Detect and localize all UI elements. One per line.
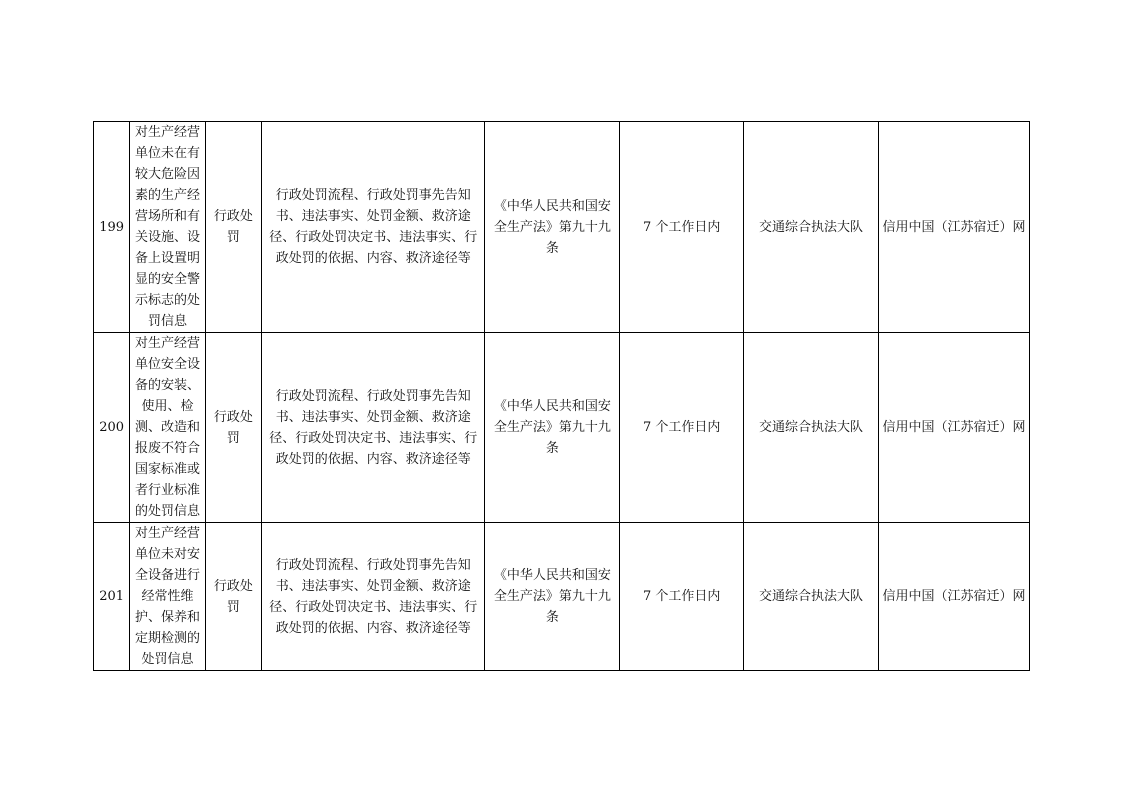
category: 行政处罚 [205, 523, 261, 671]
disclosure-content: 行政处罚流程、行政处罚事先告知书、违法事实、处罚金额、救济途径、行政处罚决定书、违法事实、行政处罚的依据、内容、救济途径等 [262, 122, 485, 333]
disclosure-content: 行政处罚流程、行政处罚事先告知书、违法事实、处罚金额、救济途径、行政处罚决定书、违法事实、行政处罚的依据、内容、救济途径等 [262, 333, 485, 523]
row-number: 200 [94, 333, 130, 523]
disclosure-table [93, 121, 1030, 671]
deadline: 7 个工作日内 [620, 523, 744, 671]
channel: 信用中国（江苏宿迁）网 [878, 333, 1029, 523]
department: 交通综合执法大队 [744, 523, 879, 671]
item-name: 对生产经营单位未对安全设备进行经常性维护、保养和定期检测的处罚信息 [130, 523, 205, 671]
table-row [94, 523, 1030, 671]
department: 交通综合执法大队 [744, 122, 879, 333]
channel: 信用中国（江苏宿迁）网 [878, 523, 1029, 671]
deadline: 7 个工作日内 [620, 333, 744, 523]
item-name: 对生产经营单位未在有较大危险因素的生产经营场所和有关设施、设备上设置明显的安全警示标志的处罚信息 [130, 122, 205, 333]
deadline: 7 个工作日内 [620, 122, 744, 333]
table-row [94, 122, 1030, 333]
legal-basis: 《中华人民共和国安全生产法》第九十九条 [485, 523, 620, 671]
department: 交通综合执法大队 [744, 333, 879, 523]
table-row [94, 333, 1030, 523]
disclosure-content: 行政处罚流程、行政处罚事先告知书、违法事实、处罚金额、救济途径、行政处罚决定书、违法事实、行政处罚的依据、内容、救济途径等 [262, 523, 485, 671]
legal-basis: 《中华人民共和国安全生产法》第九十九条 [485, 122, 620, 333]
item-name: 对生产经营单位安全设备的安装、使用、检测、改造和报废不符合国家标准或者行业标准的处罚信息 [130, 333, 205, 523]
row-number: 199 [94, 122, 130, 333]
category: 行政处罚 [205, 333, 261, 523]
channel: 信用中国（江苏宿迁）网 [878, 122, 1029, 333]
legal-basis: 《中华人民共和国安全生产法》第九十九条 [485, 333, 620, 523]
row-number: 201 [94, 523, 130, 671]
category: 行政处罚 [205, 122, 261, 333]
